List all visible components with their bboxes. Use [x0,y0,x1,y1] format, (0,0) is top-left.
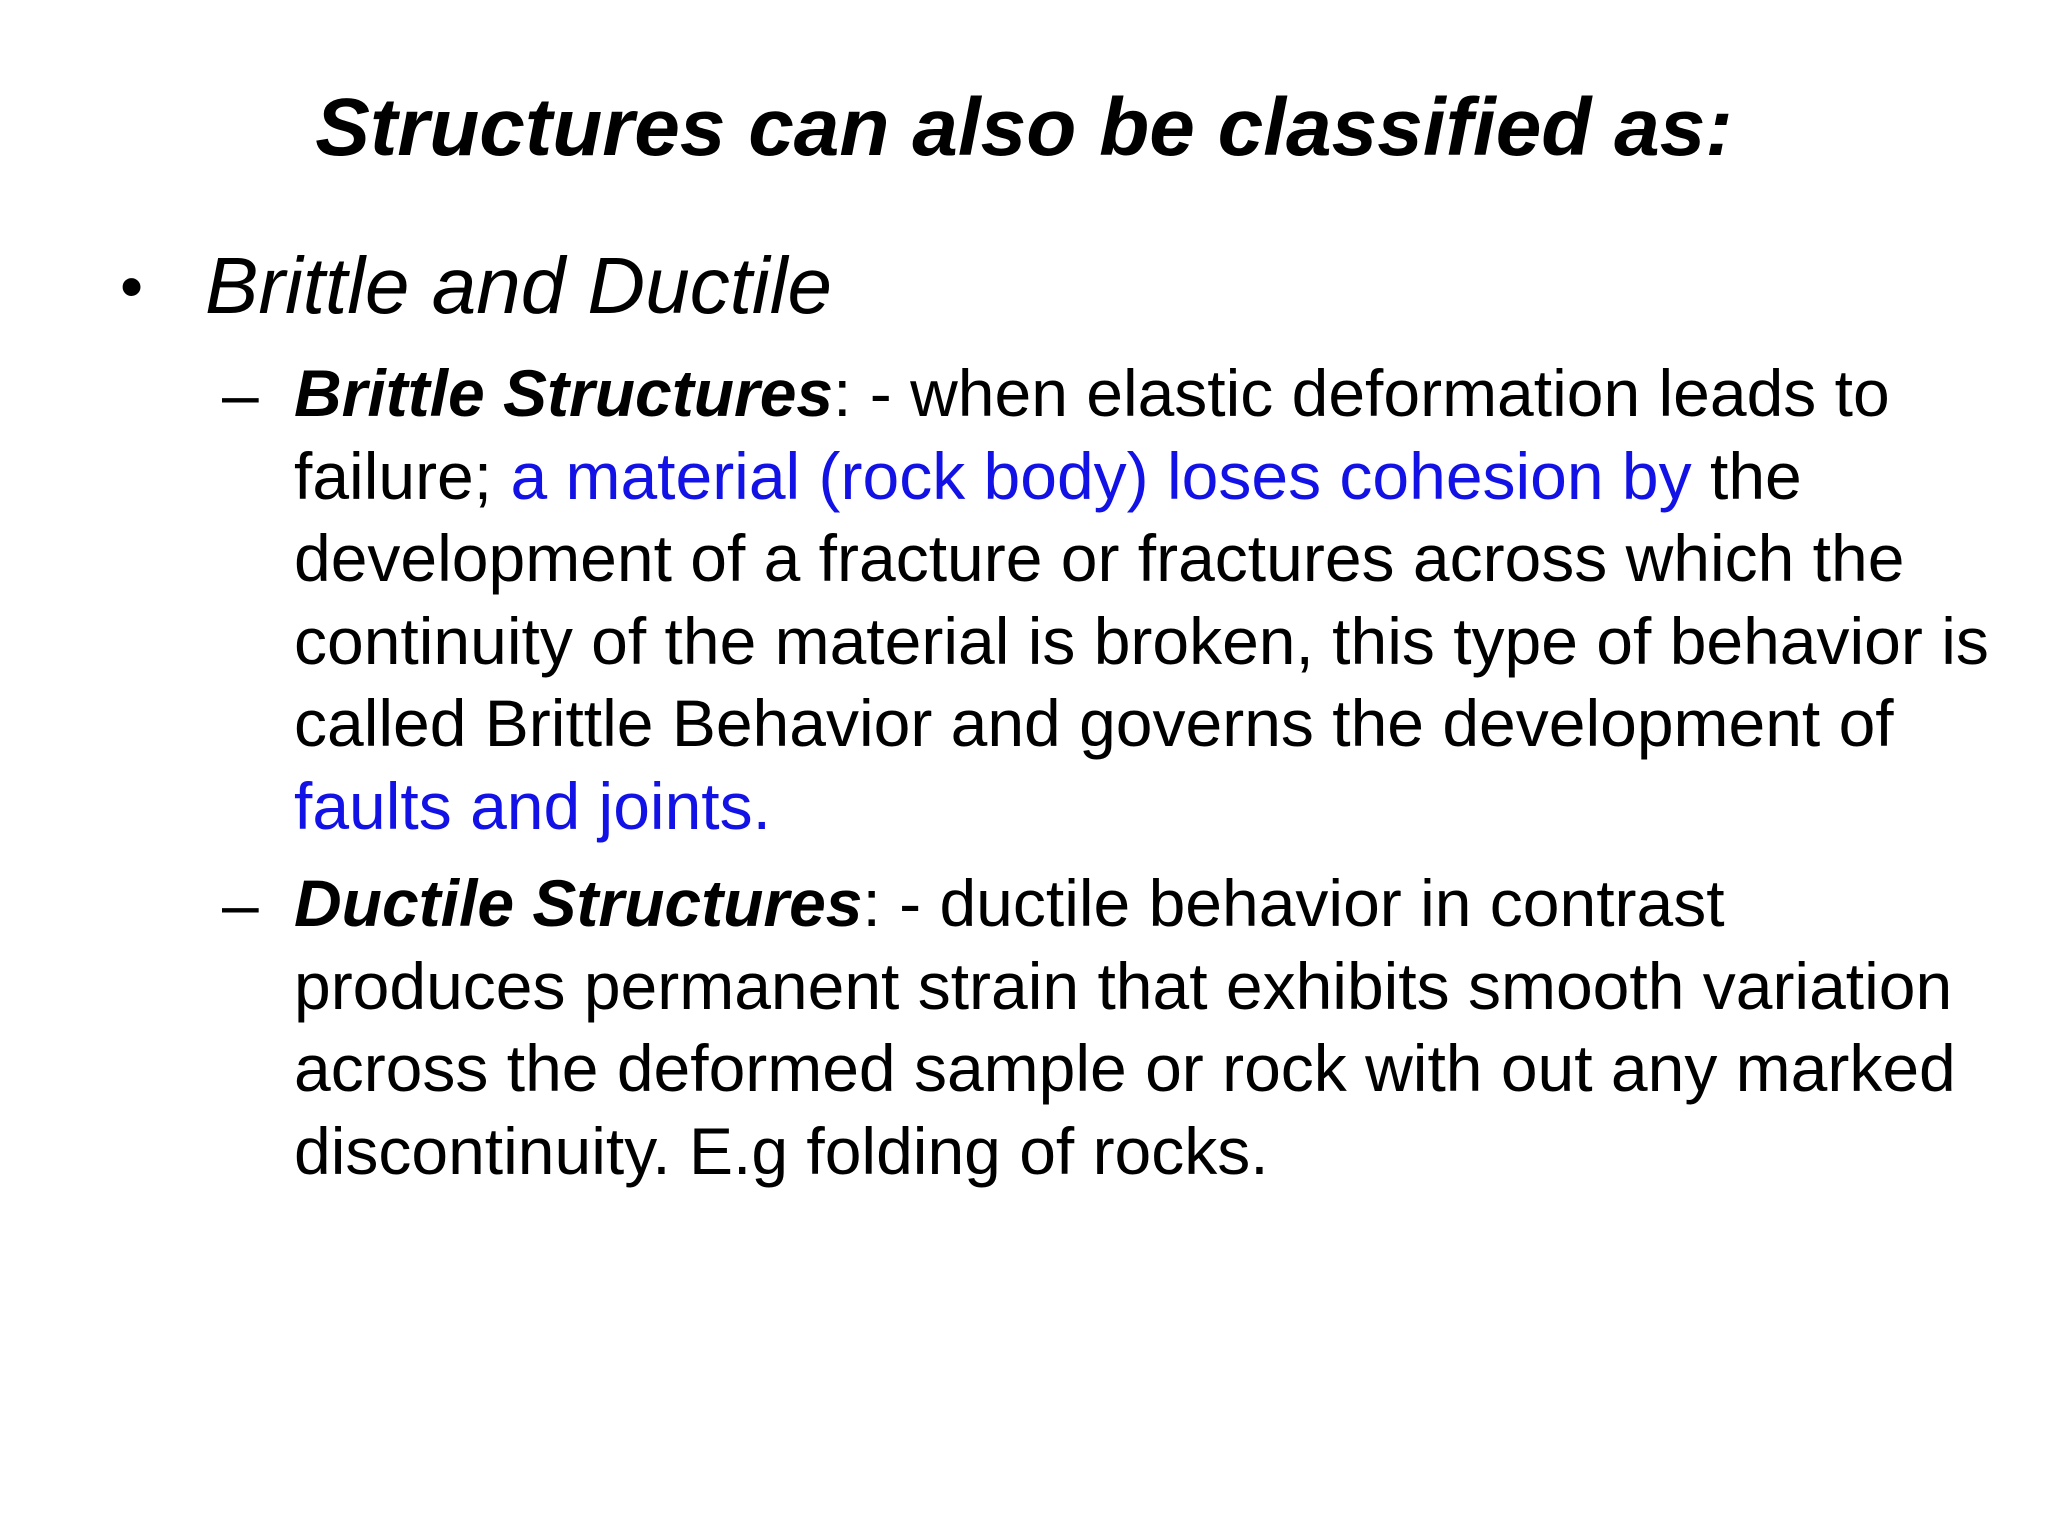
sub-item-dash: – [222,357,259,431]
bullet-text: Brittle and Ductile [205,241,832,330]
sub-item-body [294,862,1994,1192]
term-brittle-structures: Brittle Structures [294,356,834,430]
slide-title: Structures can also be classified as: [315,82,1733,173]
sub-item-ductile [222,862,1956,1202]
sub-item-body [294,352,1994,847]
bullet-marker: • [120,249,144,323]
sub-item-brittle [222,352,1989,852]
brittle-highlight-cohesion: a material (rock body) loses cohesion by [510,438,1692,513]
ductile-text-body: : - ductile behavior in contrast produces permanent strain that exhibits smooth variation across the deformed sample or rock with out any marked discontinuity. E.g folding of rocks. [294,866,1956,1188]
term-ductile-structures: Ductile Structures [294,866,863,940]
brittle-highlight-faults: faults and joints. [294,768,771,843]
brittle-text-lead: : - when elastic deformation leads to failure; [294,356,1890,513]
bullet-brittle-and-ductile [120,236,1980,336]
brittle-text-body: the development of a fracture or fractures across which the continuity of the material is broken, this type of behavior is called Brittle Behavior and governs the development of [294,438,1989,760]
sub-item-dash: – [222,867,259,941]
